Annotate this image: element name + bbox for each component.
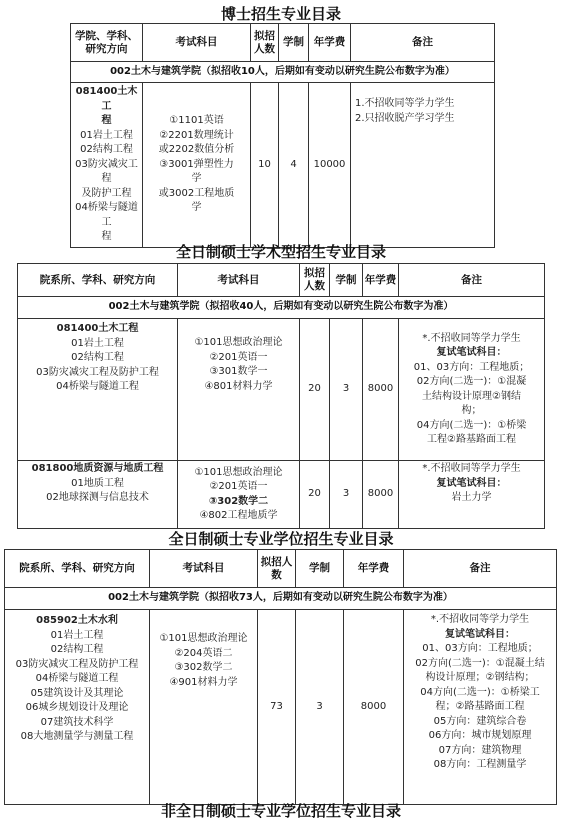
header-notes: 备注 <box>351 24 495 62</box>
subjects-cell: ①1101英语 ②2201数理统计 或2202数值分析 ③3001弹塑性力 学 或3002工程地质 学 <box>143 83 251 248</box>
header-college: 院系所、学科、研究方向 <box>5 550 150 588</box>
subjects-cell: ①101思想政治理论 ②204英语二 ③302数学二 ④901材料力学 <box>150 610 258 805</box>
professional-title: 全日制硕士专业学位招生专业目录 <box>168 530 394 548</box>
notes-cell: *.不招收同等学力学生 复试笔试科目： 岩土力学 <box>399 461 545 529</box>
header-subjects: 考试科目 <box>178 264 300 297</box>
doctoral-table <box>70 23 495 248</box>
professional-table <box>4 549 557 805</box>
section-row: 002土木与建筑学院（拟招收73人，后期如有变动以研究生院公布数字为准） <box>5 588 557 610</box>
fee-cell: 10000 <box>309 83 351 248</box>
header-subjects: 考试科目 <box>150 550 258 588</box>
next-section-title: 非全日制硕士专业学位招生专业目录 <box>160 802 401 820</box>
major-cell: 085902土木水利 01岩土工程 02结构工程 03防灾减灾工程及防护工程 04桥梁与隧道工程 05建筑设计及其理论 06城乡规划设计及理论 07建筑技术科学 08大地测量学与测量工程 <box>5 610 150 805</box>
quota-cell: 10 <box>251 83 279 248</box>
years-cell: 3 <box>330 461 363 529</box>
years-cell: 3 <box>330 319 363 461</box>
major-cell: 081800地质资源与地质工程 01地质工程 02地球探测与信息技术 <box>18 461 178 529</box>
header-fee: 年学费 <box>363 264 399 297</box>
fee-cell: 8000 <box>363 461 399 529</box>
quota-cell: 20 <box>300 319 330 461</box>
header-college: 学院、学科、研究方向 <box>71 24 143 62</box>
header-notes: 备注 <box>399 264 545 297</box>
major-cell: 081400土木工程 01岩土工程 02结构工程 03防灾减灾工程及防护工程 04桥梁与隧道工程 <box>18 319 178 461</box>
header-quota: 拟招人数 <box>251 24 279 62</box>
header-notes: 备注 <box>404 550 557 588</box>
header-college: 院系所、学科、研究方向 <box>18 264 178 297</box>
header-fee: 年学费 <box>309 24 351 62</box>
quota-cell: 73 <box>258 610 296 805</box>
fee-cell: 8000 <box>344 610 404 805</box>
header-years: 学制 <box>279 24 309 62</box>
doctoral-title: 博士招生专业目录 <box>220 5 341 23</box>
header-subjects: 考试科目 <box>143 24 251 62</box>
subjects-cell: ①101思想政治理论 ②201英语一 ③301数学一 ④801材料力学 <box>178 319 300 461</box>
notes-cell: *.不招收同等学力学生 复试笔试科目： 01、03方向：工程地质； 02方向(二选一)：①混凝 土结构设计原理②钢结 构； 04方向(二选一)：①桥梁 工程②路基路面工程 <box>399 319 545 461</box>
fee-cell: 8000 <box>363 319 399 461</box>
header-years: 学制 <box>330 264 363 297</box>
major-cell: 081400土木工 程 01岩土工程 02结构工程 03防灾减灾工程 及防护工程 04桥梁与隧道工 程 <box>71 83 143 248</box>
academic-title: 全日制硕士学术型招生专业目录 <box>175 243 386 261</box>
header-fee: 年学费 <box>344 550 404 588</box>
academic-table <box>17 263 545 529</box>
years-cell: 3 <box>296 610 344 805</box>
notes-cell: 1.不招收同等学力学生 2.只招收脱产学习学生 <box>351 83 495 248</box>
section-row: 002土木与建筑学院（拟招收10人，后期如有变动以研究生院公布数字为准） <box>71 62 495 83</box>
header-quota: 拟招人数 <box>258 550 296 588</box>
header-quota: 拟招人数 <box>300 264 330 297</box>
header-years: 学制 <box>296 550 344 588</box>
subjects-cell: ①101思想政治理论 ②201英语一 ③302数学二 ④802工程地质学 <box>178 461 300 529</box>
quota-cell: 20 <box>300 461 330 529</box>
notes-cell: *.不招收同等学力学生 复试笔试科目： 01、03方向：工程地质； 02方向(二选一)：①混凝土结 构设计原理；②钢结构； 04方向(二选一)：①桥梁工 程；②路基路面工程 05方向：建筑综合卷 06方向：城市规划原理 07方向：建筑物理 08方向：工程测量学 <box>404 610 557 805</box>
section-row: 002土木与建筑学院（拟招收40人，后期如有变动以研究生院公布数字为准） <box>18 297 545 319</box>
years-cell: 4 <box>279 83 309 248</box>
